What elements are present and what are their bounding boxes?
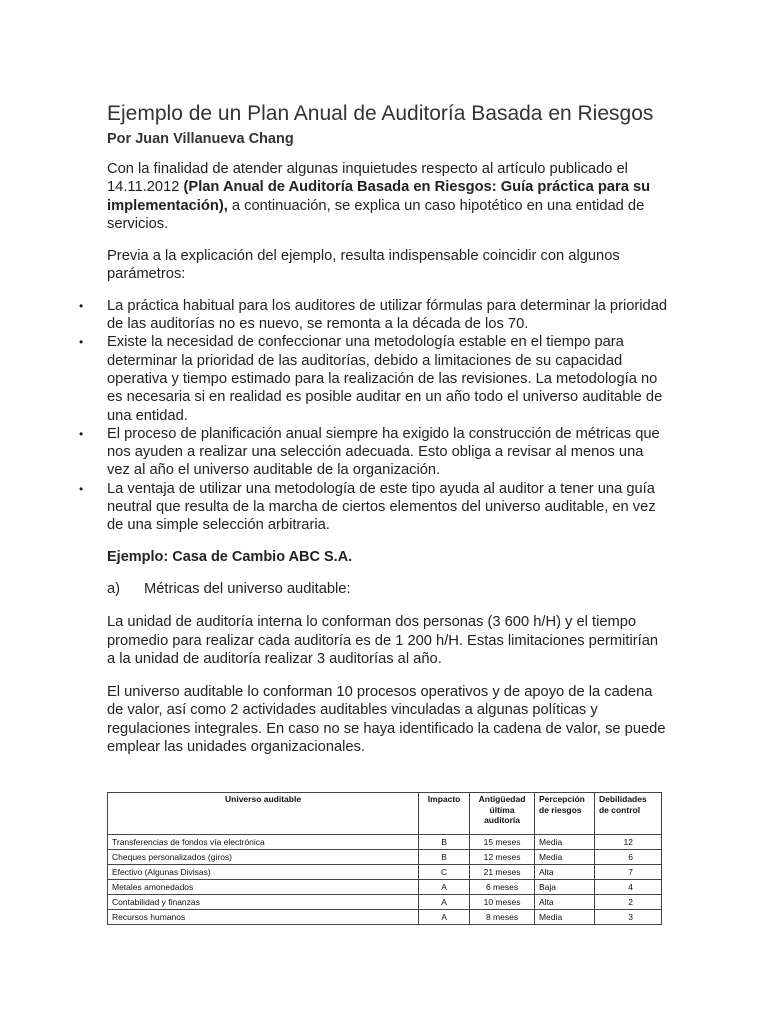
header-percepcion: Percepción de riesgos	[535, 793, 595, 835]
header-impacto: Impacto	[419, 793, 470, 835]
cell-percepcion: Media	[535, 850, 595, 865]
table-row	[108, 895, 662, 910]
cell-debilidades: 12	[594, 835, 661, 850]
cell-impacto: B	[419, 850, 470, 865]
cell-percepcion: Alta	[535, 895, 595, 910]
page-title: Ejemplo de un Plan Anual de Auditoría Basada en Riesgos	[107, 102, 654, 125]
cell-debilidades: 2	[594, 895, 661, 910]
cell-universo: Recursos humanos	[108, 910, 419, 925]
unit-paragraph: La unidad de auditoría interna lo conforman dos personas (3 600 h/H) y el tiempo promedio para realizar cada auditoría es de 1 200 h/H. Estas limitaciones permitirían a la unidad de auditoría realizar 3 auditorías al año.	[107, 614, 659, 667]
cell-antiguedad: 10 meses	[470, 895, 535, 910]
list-item	[79, 333, 669, 424]
metric-label: Métricas del universo auditable:	[144, 580, 351, 597]
list-item-text: Existe la necesidad de confeccionar una metodología estable en el tiempo para determinar la prioridad de las auditorías, debido a limitaciones de su capacidad operativa y tiempo estimado para la realización de las revisiones. La metodología no es necesaria si en realidad es posible auditar en un año todo el universo auditable de una entidad.	[107, 334, 663, 424]
cell-universo: Cheques personalizados (giros)	[108, 850, 419, 865]
intro-paragraph	[107, 160, 667, 233]
header-antiguedad: Antigüedad última auditoría	[470, 793, 535, 835]
cell-impacto: A	[419, 910, 470, 925]
cell-impacto: A	[419, 880, 470, 895]
cell-impacto: B	[419, 835, 470, 850]
cell-universo: Metales amonedados	[108, 880, 419, 895]
list-item-text: La ventaja de utilizar una metodología de este tipo ayuda al auditor a tener una guía neutral que resulta de la marcha de ciertos elementos del universo auditable, en vez de una simple selección arbitraria.	[107, 480, 656, 534]
table-row	[108, 865, 662, 880]
cell-percepcion: Baja	[535, 880, 595, 895]
author-line: Por Juan Villanueva Chang	[107, 131, 294, 147]
example-heading: Ejemplo: Casa de Cambio ABC S.A.	[107, 548, 353, 565]
list-item	[79, 480, 669, 535]
header-debilidades: Debilidades de control	[594, 793, 661, 835]
cell-debilidades: 6	[594, 850, 661, 865]
cell-antiguedad: 8 meses	[470, 910, 535, 925]
table-row	[108, 910, 662, 925]
document-page	[79, 101, 668, 756]
list-item	[79, 297, 669, 334]
cell-antiguedad: 21 meses	[470, 865, 535, 880]
cell-debilidades: 4	[594, 880, 661, 895]
header-universo: Universo auditable	[108, 793, 419, 835]
intro-bold-reference: (Plan Anual de Auditoría Basada en Riesgos: Guía práctica para su implementación),	[107, 179, 651, 214]
cell-impacto: A	[419, 895, 470, 910]
cell-antiguedad: 15 meses	[470, 835, 535, 850]
universe-paragraph: El universo auditable lo conforman 10 procesos operativos y de apoyo de la cadena de valor, así como 2 actividades auditables vinculadas a algunas políticas y regulaciones integrales. En caso no se haya identificado la cadena de valor, se puede emplear las unidades organizacionales.	[107, 684, 666, 756]
cell-antiguedad: 6 meses	[470, 880, 535, 895]
table-row	[108, 880, 662, 895]
intro-text-1: Con la finalidad de atender algunas inquietudes respecto al artículo publicado el 14.11.2012	[107, 161, 628, 196]
previa-paragraph: Previa a la explicación del ejemplo, resulta indispensable coincidir con algunos parámetros:	[107, 248, 620, 283]
bullet-icon: •	[79, 481, 84, 496]
cell-antiguedad: 12 meses	[470, 850, 535, 865]
parameters-list	[79, 297, 669, 535]
cell-percepcion: Media	[535, 910, 595, 925]
list-item	[79, 425, 669, 480]
bullet-icon: •	[79, 426, 84, 441]
table-row	[108, 835, 662, 850]
cell-percepcion: Alta	[535, 865, 595, 880]
table-header-row	[108, 793, 662, 835]
cell-percepcion: Media	[535, 835, 595, 850]
cell-universo: Efectivo (Algunas Divisas)	[108, 865, 419, 880]
cell-universo: Contabilidad y finanzas	[108, 895, 419, 910]
table-row	[108, 850, 662, 865]
cell-debilidades: 3	[594, 910, 661, 925]
cell-impacto: C	[419, 865, 470, 880]
metric-subheading	[107, 580, 667, 598]
metric-letter: a)	[107, 580, 121, 597]
audit-universe-table	[107, 792, 662, 925]
list-item-text: La práctica habitual para los auditores de utilizar fórmulas para determinar la prioridad de las auditorías no es nuevo, se remonta a la década de los 70.	[107, 297, 668, 333]
cell-debilidades: 7	[594, 865, 661, 880]
bullet-icon: •	[79, 335, 84, 350]
list-item-text: El proceso de planificación anual siempre ha exigido la construcción de métricas que nos ayuden a realizar una selección adecuada. Esto obliga a revisar al menos una vez al año el universo auditable de la organización.	[107, 425, 660, 479]
bullet-icon: •	[79, 298, 84, 313]
intro-text-2: a continuación, se explica un caso hipotético en una entidad de servicios.	[107, 197, 645, 232]
cell-universo: Transferencias de fondos vía electrónica	[108, 835, 419, 850]
